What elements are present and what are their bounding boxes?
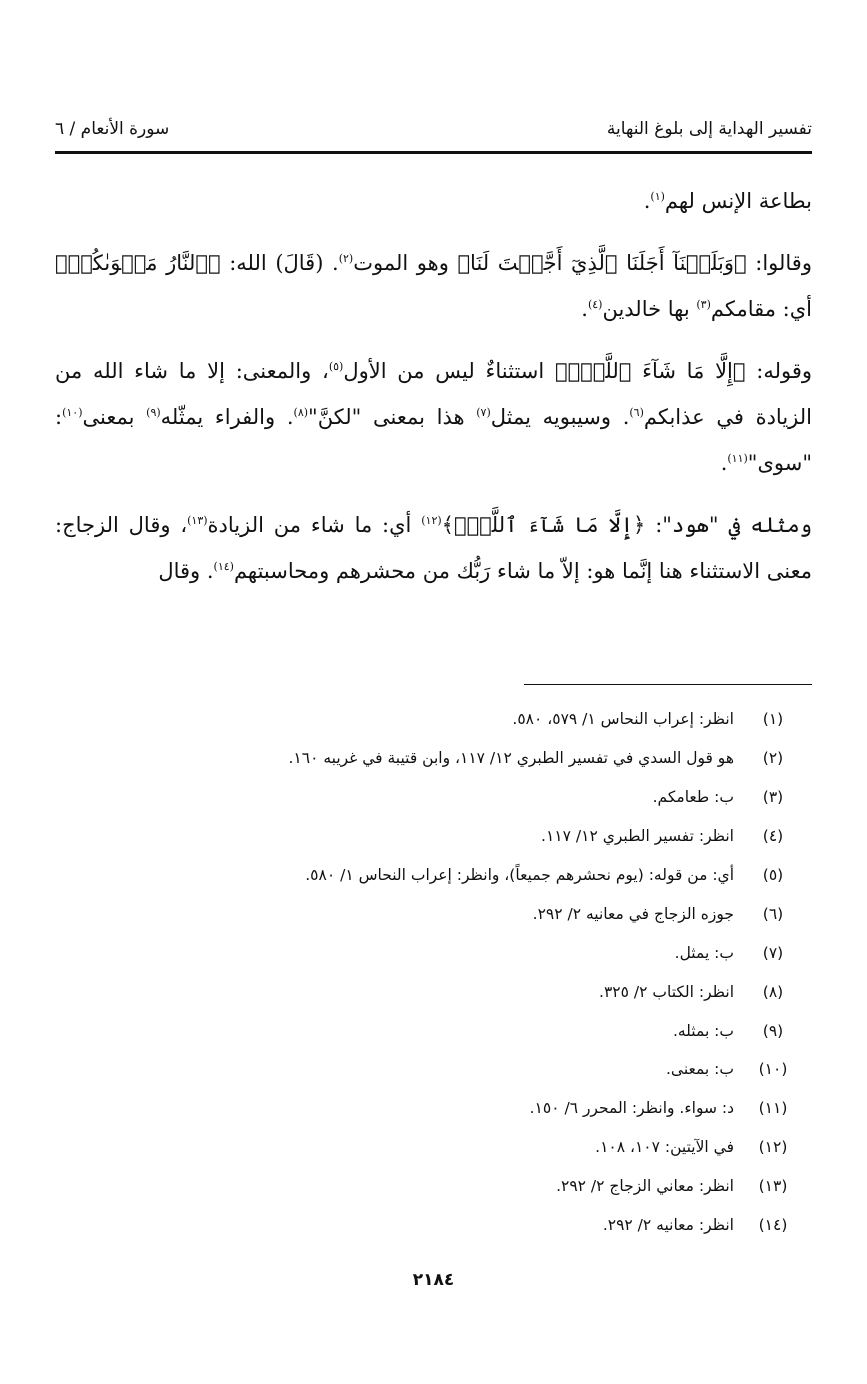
footnote-text: انظر: إعراب النحاس ١/ ٥٧٩، ٥٨٠. bbox=[512, 710, 734, 729]
footnote-ref: (٦) bbox=[629, 406, 644, 419]
footnote-text: انظر: معانيه ٢/ ٢٩٢. bbox=[602, 1216, 734, 1235]
footnote-number: (٣) bbox=[762, 788, 784, 807]
quran-quote: ﴿إِلَّا مَا شَآءَ ٱللَّهُۗ﴾ bbox=[554, 359, 746, 383]
footnote-text: انظر: معاني الزجاج ٢/ ٢٩٢. bbox=[556, 1177, 734, 1196]
footnote-item bbox=[55, 856, 812, 895]
footnote-number: (٥) bbox=[762, 866, 784, 884]
footnote-ref: (١٤) bbox=[213, 560, 234, 573]
footnote-item bbox=[55, 1206, 812, 1245]
footnote-item bbox=[55, 972, 812, 1011]
footnote-ref: (٣) bbox=[696, 298, 711, 311]
quran-quote: ﴿وَبَلَغۡنَآ أَجَلَنَا ٱلَّذِيٓ أَجَّلۡتَ لَنَا﴾ bbox=[457, 251, 747, 275]
footnote-item bbox=[55, 894, 812, 933]
footnote-text: انظر: تفسير الطبري ١٢/ ١١٧. bbox=[541, 827, 734, 846]
footnote-number: (١٠) bbox=[758, 1060, 788, 1079]
footnotes bbox=[55, 700, 812, 1244]
footnote-number: (٢) bbox=[762, 749, 784, 768]
surah-info: سورة الأنعام / ٦ bbox=[55, 119, 170, 139]
footnote-number: (١٤) bbox=[758, 1216, 788, 1235]
footnote-number: (٩) bbox=[762, 1021, 784, 1040]
footnote-text: أي: من قوله: (يوم نحشرهم جميعاً)، وانظر: إعراب النحاس ١/ ٥٨٠. bbox=[305, 866, 734, 884]
page-number: ٢١٨٤ bbox=[412, 1270, 455, 1290]
paragraph-4: ومثله في "هود": ﴿إِلَّا مَا شَآءَ ٱللَّهُۗ﴾$^{(١٢)}$ أي: ما شاء من الزيادة$^{(١٣)}$، وقال الزجاج: معنى الاستثناء هنا إنَّما هو: إلاّ ما شاء رَبُّك من محشرهم ومحاسبتهم$^{(١٤)}$. وقال bbox=[55, 513, 813, 583]
footnote-number: (١١) bbox=[758, 1099, 788, 1118]
footnote-number: (٨) bbox=[762, 982, 784, 1001]
footnote-item bbox=[55, 1089, 812, 1128]
footnote-item bbox=[55, 817, 812, 856]
footnote-item bbox=[55, 1128, 812, 1167]
footnote-text: هو قول السدي في تفسير الطبري ١٢/ ١١٧، وابن قتيبة في غريبه ١٦٠. bbox=[288, 749, 734, 768]
footnote-ref: (١٣) bbox=[187, 514, 208, 527]
footnote-number: (٦) bbox=[762, 904, 784, 923]
footnote-item bbox=[55, 1050, 812, 1089]
header-rule bbox=[55, 151, 812, 154]
footnote-number: (١٣) bbox=[758, 1177, 788, 1196]
footnote-separator bbox=[524, 684, 812, 685]
footnote-ref: (١٠) bbox=[62, 406, 83, 419]
footnote-ref: (٤) bbox=[587, 298, 603, 311]
footnote-text: ب: طعامكم. bbox=[652, 788, 734, 807]
running-header bbox=[55, 112, 812, 146]
footnote-ref: (٢) bbox=[338, 252, 354, 265]
paragraph-1: بطاعة الإنس لهم$^{(١)}$. bbox=[643, 189, 812, 213]
footnote-text: انظر: الكتاب ٢/ ٣٢٥. bbox=[599, 982, 734, 1001]
book-title: تفسير الهداية إلى بلوغ النهاية bbox=[606, 119, 812, 139]
paragraph-2: وقالوا: ﴿وَبَلَغۡنَآ أَجَلَنَا ٱلَّذِيٓ أَجَّلۡتَ لَنَا﴾ وهو الموت$^{(٢)}$. (قَالَ) الله: ﴿ٱلنَّارُ مَثۡوَىٰكُمۡ﴾ أي: مقامكم$^{(٣)}$ بها خالدين$^{(٤)}$. bbox=[55, 251, 812, 321]
footnote-ref: (٥) bbox=[328, 360, 344, 373]
footnote-ref: (٩) bbox=[146, 406, 161, 419]
footnote-item bbox=[55, 933, 812, 972]
footnote-ref: (١١) bbox=[727, 452, 748, 465]
footnote-item bbox=[55, 739, 812, 778]
footnote-item bbox=[55, 700, 812, 739]
footnote-item bbox=[55, 1011, 812, 1050]
quran-quote: ﴿ٱلنَّارُ مَثۡوَىٰكُمۡ﴾ bbox=[55, 251, 221, 275]
footnote-ref: (١) bbox=[650, 190, 665, 203]
footnote-text: ب: بمثله. bbox=[672, 1021, 734, 1040]
footnote-text: ب: يمثل. bbox=[674, 943, 734, 962]
paragraph-3: وقوله: ﴿إِلَّا مَا شَآءَ ٱللَّهُۗ﴾ استثناءٌ ليس من الأول$^{(٥)}$، والمعنى: إلا ما شاء الله من الزيادة في عذابكم$^{(٦)}$. وسيبويه يمثل$^{(٧)}$ هذا بمعنى "لكنَّ"$^{(٨)}$. والفراء يمثّله$^{(٩)}$ بمعنى$^{(١٠)}$: "سوى"$^{(١١)}$. bbox=[55, 359, 813, 475]
footnote-text: ب: بمعنى. bbox=[665, 1060, 734, 1079]
footnote-number: (٤) bbox=[762, 827, 784, 846]
footnote-ref: (٨) bbox=[293, 406, 309, 419]
footnote-text: د: سواء. وانظر: المحرر ٦/ ١٥٠. bbox=[529, 1099, 734, 1118]
footnote-number: (١٢) bbox=[758, 1138, 788, 1157]
footnote-item bbox=[55, 1167, 812, 1206]
footnote-ref: (١٢) bbox=[421, 514, 442, 527]
main-text bbox=[55, 178, 812, 610]
footnote-text: جوزه الزجاج في معانيه ٢/ ٢٩٢. bbox=[532, 904, 734, 923]
footnote-item bbox=[55, 778, 812, 817]
quran-quote: ﴿إِلَّا مَا شَآءَ ٱللَّهُۗ﴾ bbox=[441, 513, 646, 537]
footnote-ref: (٧) bbox=[476, 406, 491, 419]
footnote-number: (٧) bbox=[762, 943, 784, 962]
footnote-number: (١) bbox=[762, 710, 784, 729]
footnote-text: في الآيتين: ١٠٧، ١٠٨. bbox=[595, 1138, 734, 1157]
